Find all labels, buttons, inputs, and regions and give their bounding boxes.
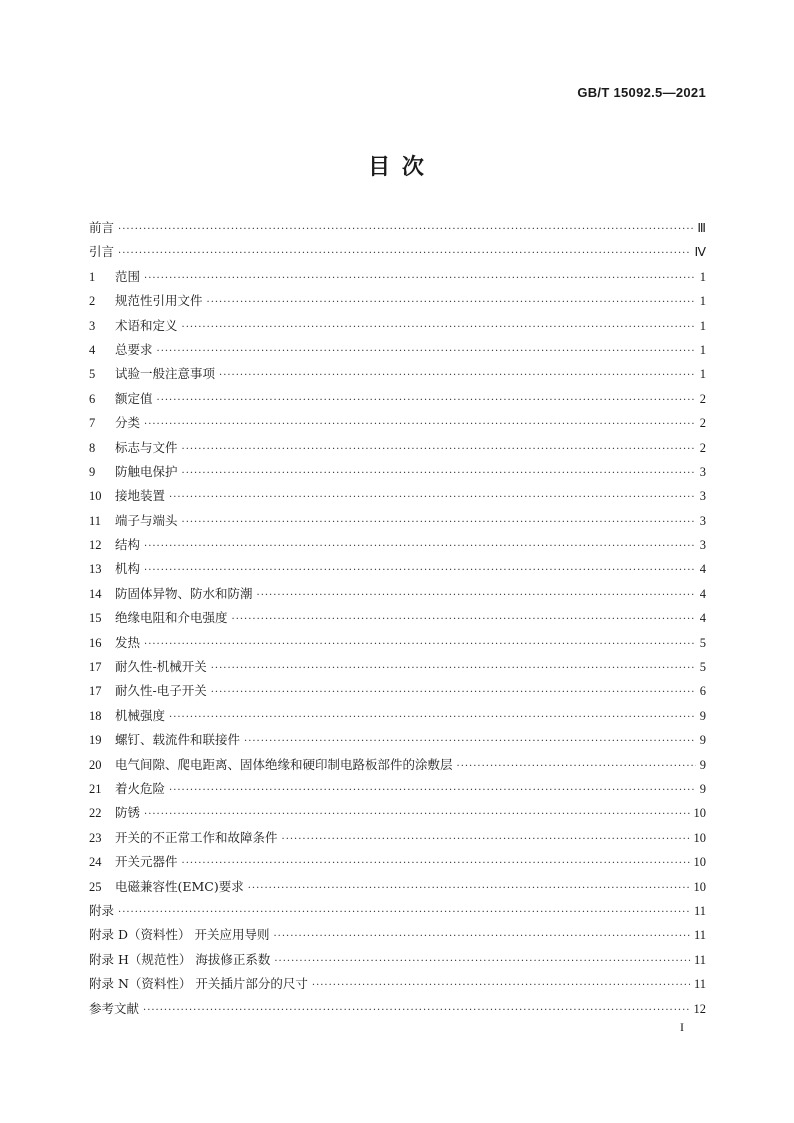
- toc-entry-number: 4: [89, 342, 96, 357]
- toc-entry[interactable]: [89, 850, 706, 874]
- toc-entry[interactable]: [89, 582, 706, 606]
- toc-entry-number: 16: [89, 635, 102, 650]
- toc-leader-dots: [207, 291, 696, 315]
- toc-entry-page: 11: [693, 952, 706, 967]
- toc-entry-label: 额定值: [115, 390, 153, 406]
- toc-leader-dots: [118, 901, 690, 925]
- toc-entry-page: 1: [699, 318, 706, 333]
- toc-entry-page: 4: [699, 562, 706, 577]
- standard-code: GB/T 15092.5—2021: [577, 85, 706, 100]
- toc-entry-label: 耐久性-机械开关: [115, 659, 207, 675]
- toc-entry-page: 9: [699, 781, 706, 796]
- toc-entry-page: Ⅲ: [697, 221, 706, 235]
- toc-leader-dots: [157, 340, 696, 364]
- toc-entry-number: 11: [89, 513, 102, 528]
- toc-leader-dots: [219, 364, 696, 388]
- toc-entry-page: 1: [699, 269, 706, 284]
- toc-leader-dots: [211, 657, 696, 681]
- toc-entry-page: 3: [699, 464, 706, 479]
- toc-entry-number: 6: [89, 391, 96, 406]
- toc-entry-page: 9: [699, 708, 706, 723]
- toc-entry[interactable]: [89, 362, 706, 386]
- toc-entry-number: 19: [89, 733, 102, 748]
- toc-entry-label: 标志与文件: [115, 439, 178, 455]
- toc-entry-label: 总要求: [115, 341, 153, 357]
- toc-leader-dots: [274, 950, 690, 974]
- toc-entry-page: 3: [699, 489, 706, 504]
- toc-entry[interactable]: [89, 655, 706, 679]
- toc-entry-number: 3: [89, 318, 96, 333]
- toc-leader-dots: [169, 779, 696, 803]
- toc-entry-label: 端子与端头: [115, 512, 178, 528]
- toc-entry-number: 5: [89, 367, 96, 382]
- toc-leader-dots: [182, 438, 696, 462]
- toc-leader-dots: [232, 608, 696, 632]
- toc-entry[interactable]: [89, 801, 706, 825]
- toc-entry-page: 5: [699, 660, 706, 675]
- toc-entry[interactable]: [89, 289, 706, 313]
- toc-entry-page: 11: [693, 928, 706, 943]
- toc-entry[interactable]: [89, 509, 706, 533]
- toc-entry-label: 引言: [89, 244, 115, 260]
- toc-entry-page: 1: [699, 367, 706, 382]
- toc-entry-number: 12: [89, 538, 102, 553]
- toc-leader-dots: [169, 486, 696, 510]
- toc-entry[interactable]: [89, 387, 706, 411]
- toc-entry[interactable]: [89, 875, 706, 899]
- toc-entry-label: 附录: [89, 902, 115, 918]
- page-number: I: [680, 1020, 684, 1034]
- toc-entry-number: 17: [89, 684, 102, 699]
- toc-entry[interactable]: [89, 679, 706, 703]
- toc-entry-number: 7: [89, 416, 96, 431]
- toc-entry-label: 规范性引用文件: [115, 293, 203, 309]
- toc-leader-dots: [157, 389, 696, 413]
- toc-entry-label: 分类: [115, 415, 141, 431]
- toc-leader-dots: [169, 706, 696, 730]
- table-of-contents: [89, 216, 706, 1021]
- toc-leader-dots: [182, 511, 696, 535]
- toc-leader-dots: [257, 584, 696, 608]
- toc-entry[interactable]: [89, 826, 706, 850]
- toc-entry-label: 附录 H（规范性） 海拔修正系数: [89, 951, 271, 967]
- toc-entry-page: 2: [699, 440, 706, 455]
- toc-entry-page: 10: [693, 806, 706, 821]
- toc-entry[interactable]: [89, 460, 706, 484]
- toc-entry-number: 15: [89, 611, 102, 626]
- toc-leader-dots: [182, 852, 690, 876]
- toc-entry-label: 参考文献: [89, 1000, 140, 1016]
- toc-entry-label: 着火危险: [115, 780, 166, 796]
- toc-leader-dots: [118, 242, 690, 266]
- toc-entry-label: 耐久性-电子开关: [115, 683, 207, 699]
- toc-entry[interactable]: [89, 777, 706, 801]
- toc-entry-page: 1: [699, 342, 706, 357]
- toc-entry-label: 试验一般注意事项: [115, 366, 216, 382]
- toc-entry[interactable]: [89, 606, 706, 630]
- toc-entry-number: 10: [89, 489, 102, 504]
- toc-entry-label: 防触电保护: [115, 463, 178, 479]
- toc-entry[interactable]: [89, 728, 706, 752]
- toc-entry-number: 13: [89, 562, 102, 577]
- toc-leader-dots: [457, 755, 696, 779]
- toc-entry-number: 25: [89, 879, 102, 894]
- toc-entry-number: 14: [89, 586, 102, 601]
- toc-entry[interactable]: [89, 314, 706, 338]
- toc-leader-dots: [182, 462, 696, 486]
- toc-entry[interactable]: [89, 899, 706, 923]
- toc-entry-number: 22: [89, 806, 102, 821]
- toc-entry[interactable]: [89, 216, 706, 240]
- toc-entry-number: 21: [89, 781, 102, 796]
- toc-entry-page: 3: [699, 513, 706, 528]
- toc-entry-page: 10: [693, 879, 706, 894]
- toc-entry-label: 防锈: [115, 805, 141, 821]
- toc-entry-label: 电气间隙、爬电距离、固体绝缘和硬印制电路板部件的涂敷层: [115, 756, 453, 772]
- toc-entry-number: 17: [89, 660, 102, 675]
- toc-leader-dots: [143, 999, 689, 1023]
- toc-leader-dots: [118, 218, 693, 242]
- toc-entry-page: 2: [699, 416, 706, 431]
- toc-entry-page: Ⅳ: [694, 245, 706, 260]
- toc-entry-number: 8: [89, 440, 96, 455]
- page-title: 目 次: [368, 155, 426, 180]
- toc-entry-page: 1: [699, 294, 706, 309]
- toc-entry-page: 9: [699, 757, 706, 772]
- toc-entry-label: 开关的不正常工作和故障条件: [115, 829, 278, 845]
- toc-leader-dots: [273, 925, 689, 949]
- toc-leader-dots: [144, 633, 696, 657]
- toc-entry-number: 1: [89, 269, 96, 284]
- toc-entry-number: 2: [89, 294, 96, 309]
- toc-entry[interactable]: [89, 631, 706, 655]
- toc-entry-label: 防固体异物、防水和防潮: [115, 585, 253, 601]
- toc-leader-dots: [144, 559, 696, 583]
- toc-entry-label: 电磁兼容性(EMC)要求: [115, 878, 244, 894]
- toc-entry[interactable]: [89, 436, 706, 460]
- toc-entry-page: 4: [699, 611, 706, 626]
- toc-entry-number: 20: [89, 757, 102, 772]
- toc-entry-label: 螺钉、载流件和联接件: [115, 732, 241, 748]
- toc-entry[interactable]: [89, 997, 706, 1021]
- toc-entry[interactable]: [89, 948, 706, 972]
- toc-entry-number: 23: [89, 830, 102, 845]
- toc-entry[interactable]: [89, 533, 706, 557]
- toc-leader-dots: [144, 535, 696, 559]
- toc-entry[interactable]: [89, 923, 706, 947]
- toc-entry-label: 附录 D（资料性） 开关应用导则: [89, 927, 270, 943]
- toc-entry-number: 9: [89, 464, 96, 479]
- toc-entry-page: 3: [699, 538, 706, 553]
- toc-entry[interactable]: [89, 265, 706, 289]
- toc-entry-label: 机构: [115, 561, 141, 577]
- toc-entry[interactable]: [89, 972, 706, 996]
- toc-entry[interactable]: [89, 338, 706, 362]
- toc-entry-page: 10: [693, 830, 706, 845]
- toc-entry[interactable]: [89, 240, 706, 264]
- toc-entry-page: 9: [699, 733, 706, 748]
- toc-entry-label: 前言: [89, 220, 115, 235]
- toc-entry-page: 6: [699, 684, 706, 699]
- toc-leader-dots: [182, 316, 696, 340]
- toc-entry-label: 发热: [115, 634, 141, 650]
- toc-entry-page: 12: [693, 1001, 706, 1016]
- toc-leader-dots: [244, 730, 696, 754]
- toc-entry-page: 4: [699, 586, 706, 601]
- toc-leader-dots: [211, 681, 696, 705]
- toc-leader-dots: [144, 413, 696, 437]
- toc-leader-dots: [144, 803, 689, 827]
- toc-entry-label: 绝缘电阻和介电强度: [115, 610, 228, 626]
- toc-entry-label: 结构: [115, 537, 141, 553]
- toc-entry-number: 18: [89, 708, 102, 723]
- toc-entry[interactable]: [89, 753, 706, 777]
- toc-leader-dots: [282, 828, 690, 852]
- toc-leader-dots: [144, 267, 696, 291]
- toc-leader-dots: [312, 974, 690, 998]
- toc-entry-label: 开关元器件: [115, 854, 178, 870]
- toc-entry-label: 术语和定义: [115, 317, 178, 333]
- toc-entry[interactable]: [89, 411, 706, 435]
- toc-leader-dots: [248, 877, 690, 901]
- toc-entry[interactable]: [89, 704, 706, 728]
- toc-entry-page: 10: [693, 855, 706, 870]
- toc-entry-page: 11: [693, 903, 706, 918]
- toc-entry-page: 11: [693, 977, 706, 992]
- toc-entry-label: 接地装置: [115, 488, 166, 504]
- toc-entry-number: 24: [89, 855, 102, 870]
- toc-entry-label: 机械强度: [115, 707, 166, 723]
- toc-entry-page: 5: [699, 635, 706, 650]
- toc-entry-page: 2: [699, 391, 706, 406]
- toc-entry-label: 范围: [115, 268, 141, 284]
- toc-entry-label: 附录 N（资料性） 开关插片部分的尺寸: [89, 976, 308, 992]
- toc-entry[interactable]: [89, 557, 706, 581]
- toc-entry[interactable]: [89, 484, 706, 508]
